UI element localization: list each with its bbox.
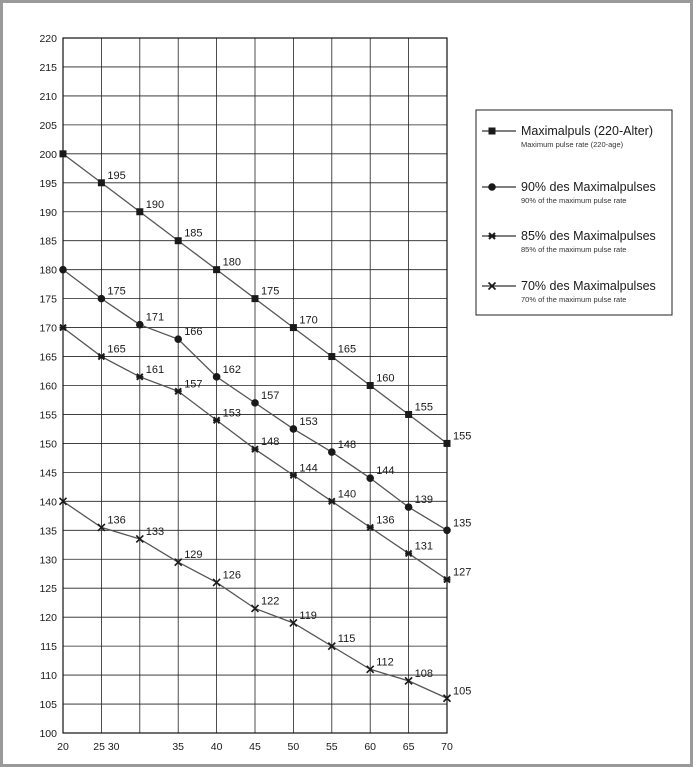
y-tick-label: 150 [39, 438, 57, 451]
data-label: 126 [222, 569, 241, 582]
data-point-marker [444, 440, 451, 447]
x-tick-label: 65 [402, 741, 415, 753]
data-label: 162 [222, 363, 241, 376]
y-tick-label: 185 [39, 235, 57, 248]
data-label: 161 [145, 363, 165, 376]
data-point-marker [367, 382, 374, 389]
pulse-rate-chart [3, 3, 690, 764]
y-tick-label: 155 [39, 409, 57, 422]
y-tick-label: 175 [39, 293, 57, 306]
data-label: 160 [376, 372, 395, 385]
data-label: 153 [222, 407, 241, 420]
y-tick-label: 190 [39, 206, 57, 219]
data-point-marker [136, 321, 144, 329]
data-label: 136 [107, 514, 126, 527]
data-point-marker [136, 208, 143, 215]
data-label: 119 [299, 609, 317, 622]
x-tick-label: 45 [249, 741, 261, 753]
legend-label: Maximalpuls (220-Alter) [521, 124, 653, 138]
data-label: 115 [337, 633, 356, 646]
x-tick-label: 40 [210, 741, 223, 753]
data-label: 195 [107, 169, 126, 182]
data-label: 153 [299, 415, 318, 428]
data-point-marker [252, 295, 259, 302]
x-tick-label: 35 [172, 741, 185, 753]
data-label: 165 [337, 343, 357, 356]
data-point-marker [98, 179, 105, 186]
data-point-marker [328, 353, 335, 360]
y-tick-label: 215 [39, 61, 57, 74]
data-label: 165 [107, 343, 126, 356]
data-point-marker [290, 324, 297, 331]
data-label: 139 [414, 494, 433, 507]
y-tick-label: 165 [39, 351, 57, 364]
data-label: 175 [107, 285, 126, 298]
data-point-marker [443, 526, 451, 534]
data-label: 190 [145, 198, 165, 211]
data-label: 148 [337, 439, 357, 452]
data-point-marker [290, 425, 298, 433]
y-tick-label: 130 [39, 554, 57, 567]
y-tick-label: 100 [39, 728, 57, 740]
legend-sublabel: Maximum pulse rate (220-age) [521, 140, 624, 149]
legend-sublabel: 70% of the maximum pulse rate [521, 295, 627, 304]
data-label: 166 [184, 326, 203, 339]
x-tick-label: 70 [441, 741, 453, 753]
legend-sublabel: 90% of the maximum pulse rate [521, 196, 627, 205]
legend [476, 110, 672, 315]
y-tick-label: 210 [39, 90, 57, 103]
data-label: 140 [337, 488, 357, 501]
data-point-marker [366, 474, 374, 482]
y-tick-label: 205 [39, 119, 57, 132]
data-label: 155 [414, 401, 433, 414]
data-label: 112 [376, 656, 394, 669]
data-label: 148 [261, 436, 280, 449]
data-point-marker [60, 150, 67, 157]
legend-sublabel: 85% of the maximum pulse rate [521, 245, 627, 254]
x-tick-label: 60 [364, 741, 377, 753]
data-label: 175 [261, 285, 280, 298]
y-tick-label: 195 [39, 177, 57, 190]
data-label: 133 [145, 525, 165, 538]
data-label: 157 [184, 378, 203, 391]
series-3 [60, 325, 472, 583]
data-label: 157 [261, 389, 280, 402]
data-label: 155 [453, 430, 472, 443]
series-4 [60, 498, 472, 702]
data-point-marker [175, 237, 182, 244]
y-tick-label: 170 [39, 322, 57, 335]
y-tick-label: 125 [39, 583, 57, 596]
data-point-marker [213, 373, 221, 381]
y-tick-label: 120 [39, 612, 57, 625]
x-tick-label: 20 [57, 741, 69, 753]
data-point-marker [405, 411, 412, 418]
data-label: 144 [299, 462, 318, 475]
data-label: 131 [414, 540, 433, 553]
legend-marker [489, 128, 496, 135]
data-point-marker [405, 503, 413, 511]
y-tick-label: 220 [39, 33, 57, 45]
y-tick-label: 180 [39, 264, 57, 277]
x-tick-label: 55 [325, 741, 338, 753]
legend-label: 70% des Maximalpulses [521, 279, 656, 293]
y-tick-label: 135 [39, 525, 57, 538]
data-label: 135 [453, 517, 472, 530]
data-label: 122 [261, 595, 280, 608]
y-tick-label: 110 [40, 670, 57, 683]
data-point-marker [213, 266, 220, 273]
data-point-marker [174, 335, 182, 343]
series-lines [59, 150, 471, 701]
data-point-marker [59, 266, 67, 274]
data-label: 108 [414, 667, 433, 680]
y-tick-label: 115 [40, 641, 57, 654]
y-tick-label: 160 [39, 380, 57, 393]
data-label: 180 [222, 256, 241, 269]
data-label: 136 [376, 514, 395, 527]
data-label: 105 [453, 685, 472, 698]
data-point-marker [251, 399, 259, 407]
data-label: 171 [145, 311, 165, 324]
x-tick-label: 50 [287, 741, 300, 753]
y-tick-label: 200 [39, 148, 57, 161]
legend-label: 85% des Maximalpulses [521, 229, 656, 243]
grid [63, 38, 447, 733]
legend-marker [488, 183, 496, 191]
data-label: 129 [184, 549, 203, 562]
data-label: 185 [184, 227, 203, 240]
data-label: 170 [299, 314, 318, 327]
y-tick-label: 105 [39, 699, 57, 712]
data-point-marker [328, 448, 336, 456]
legend-label: 90% des Maximalpulses [521, 180, 656, 194]
y-tick-label: 140 [39, 496, 57, 509]
y-tick-label: 145 [39, 467, 57, 480]
x-tick-label: 25 30 [93, 741, 120, 753]
data-point-marker [98, 295, 106, 303]
data-label: 144 [376, 465, 395, 478]
data-label: 127 [453, 566, 472, 579]
